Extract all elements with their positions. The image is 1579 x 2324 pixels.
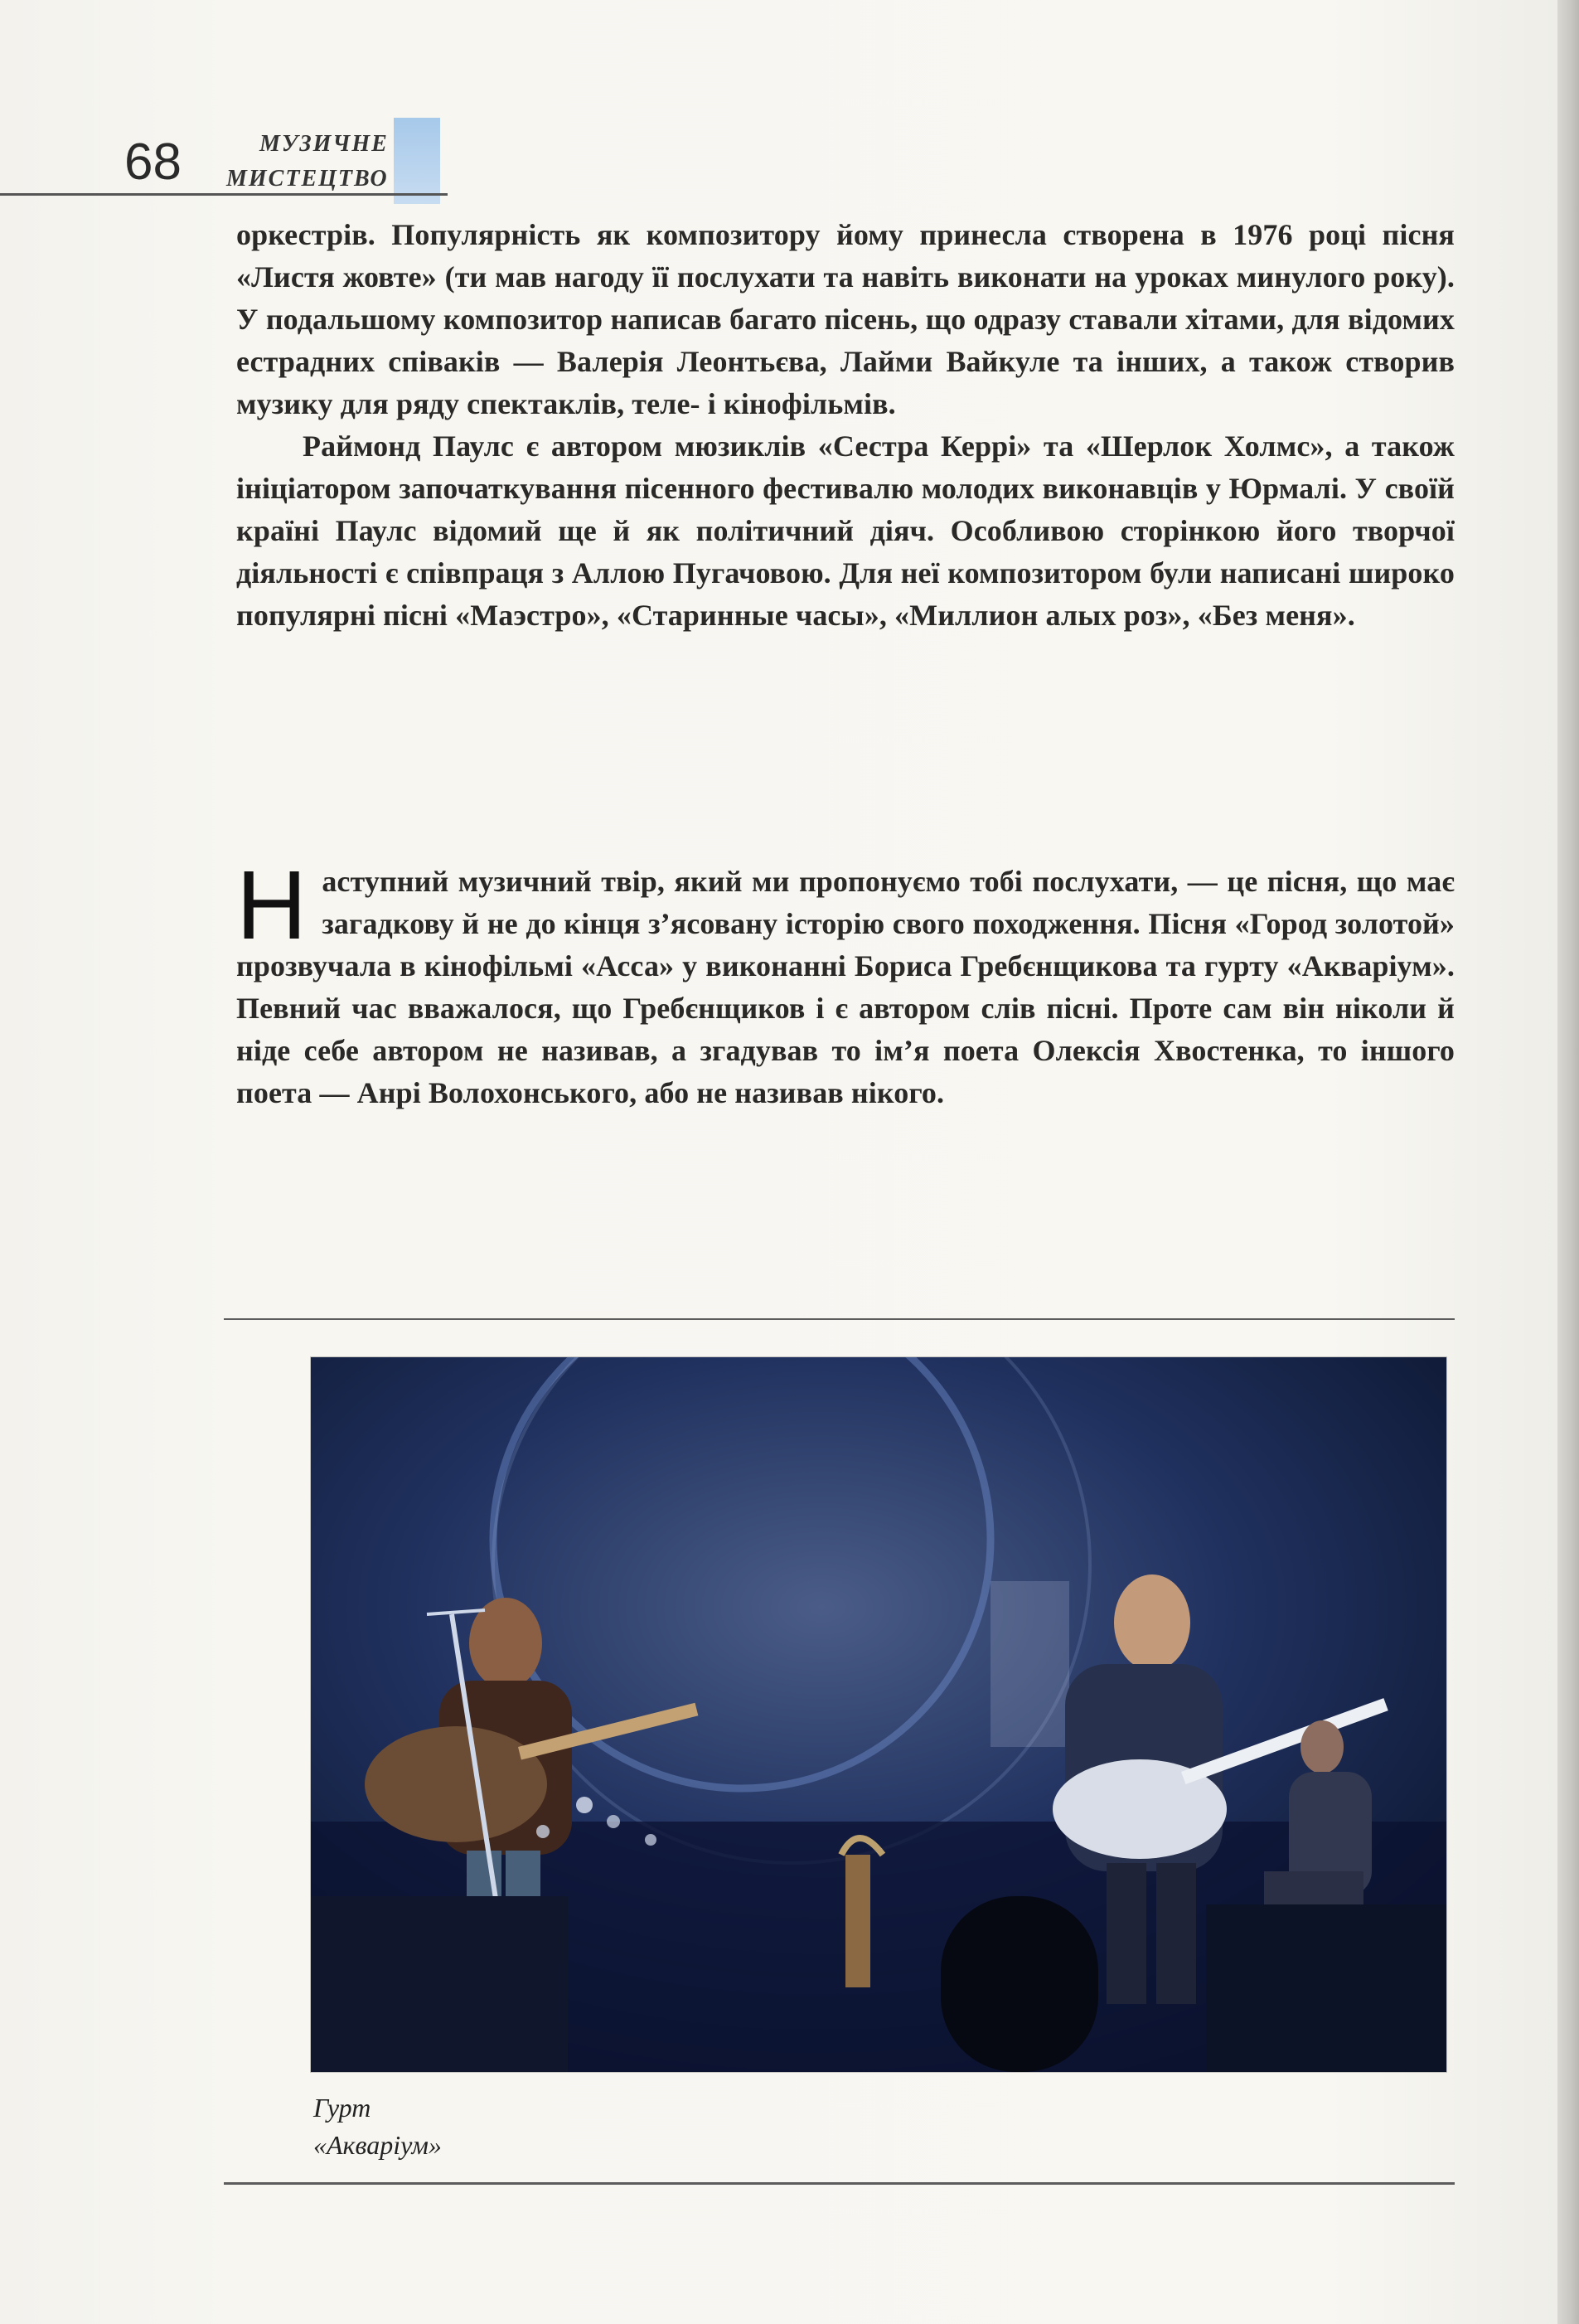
caption-line-2: «Акваріум» — [313, 2130, 442, 2160]
page-number: 68 — [124, 133, 182, 191]
paragraph-3 — [236, 851, 1455, 1114]
concert-photo-illustration — [311, 1357, 1446, 2072]
paragraph-1: оркестрів. Популярність як композитору йому принесла створена в 1976 році пісня «Листя жовте» (ти мав нагоду її послухати та навіть виконати на уроках минулого року). У подальшому композитор написав багато пісень, що одразу ставали хітами, для відомих естрадних співаків — Валерія Леонтьєва, Лайми Вайкуле та інших, а також створив музику для ряду спектаклів, теле- і кінофільмів. — [236, 218, 1455, 420]
band-photo — [311, 1357, 1446, 2072]
article-bottom-text — [236, 851, 1455, 1114]
stage-letter — [991, 1581, 1069, 1747]
photo-top-rule — [224, 1318, 1455, 1320]
section-accent — [394, 118, 440, 204]
page-edge — [1557, 0, 1579, 2324]
section-title-line-2: МИСТЕЦТВО — [226, 166, 389, 192]
drop-cap: Н — [236, 851, 308, 960]
header-divider — [0, 193, 448, 196]
article-top-text — [236, 214, 1455, 637]
photo-caption — [313, 2089, 442, 2164]
paragraph-2: Раймонд Паулс є автором мюзиклів «Сестра Керрі» та «Шерлок Холмс», а також ініціатором започаткування пісенного фестивалю молодих виконавців у Юрмалі. У своїй країні Паулс відомий ще й як політичний діяч. Особливою сторінкою його творчої діяльності є співпраця з Аллою Пугачовою. Для неї композитором були написані широко популярні пісні «Маэстро», «Старинные часы», «Миллион алых роз», «Без меня». — [236, 429, 1455, 632]
paragraph-3-text: аступний музичний твір, який ми пропонуємо тобі послухати, — це пісня, що має загадкову й не до кінця з’ясовану історію свого походження. Пісня «Город золотой» прозвучала в кінофільмі «Асса» у виконанні Бориса Гребєнщикова та гурту «Акваріум». Певний час вважалося, що Гребєнщиков і є автором слів пісні. Проте сам він ніколи й ніде себе автором не називав, а згадував то ім’я поета Олексія Хвостенка, то іншого поета — Анрі Волохонського, або не називав нікого. — [236, 865, 1455, 1109]
page-header — [0, 108, 448, 199]
section-title-line-1: МУЗИЧНЕ — [259, 131, 389, 157]
photo-bottom-rule — [224, 2182, 1455, 2185]
caption-line-1: Гурт — [313, 2093, 371, 2123]
section-label — [218, 118, 442, 204]
